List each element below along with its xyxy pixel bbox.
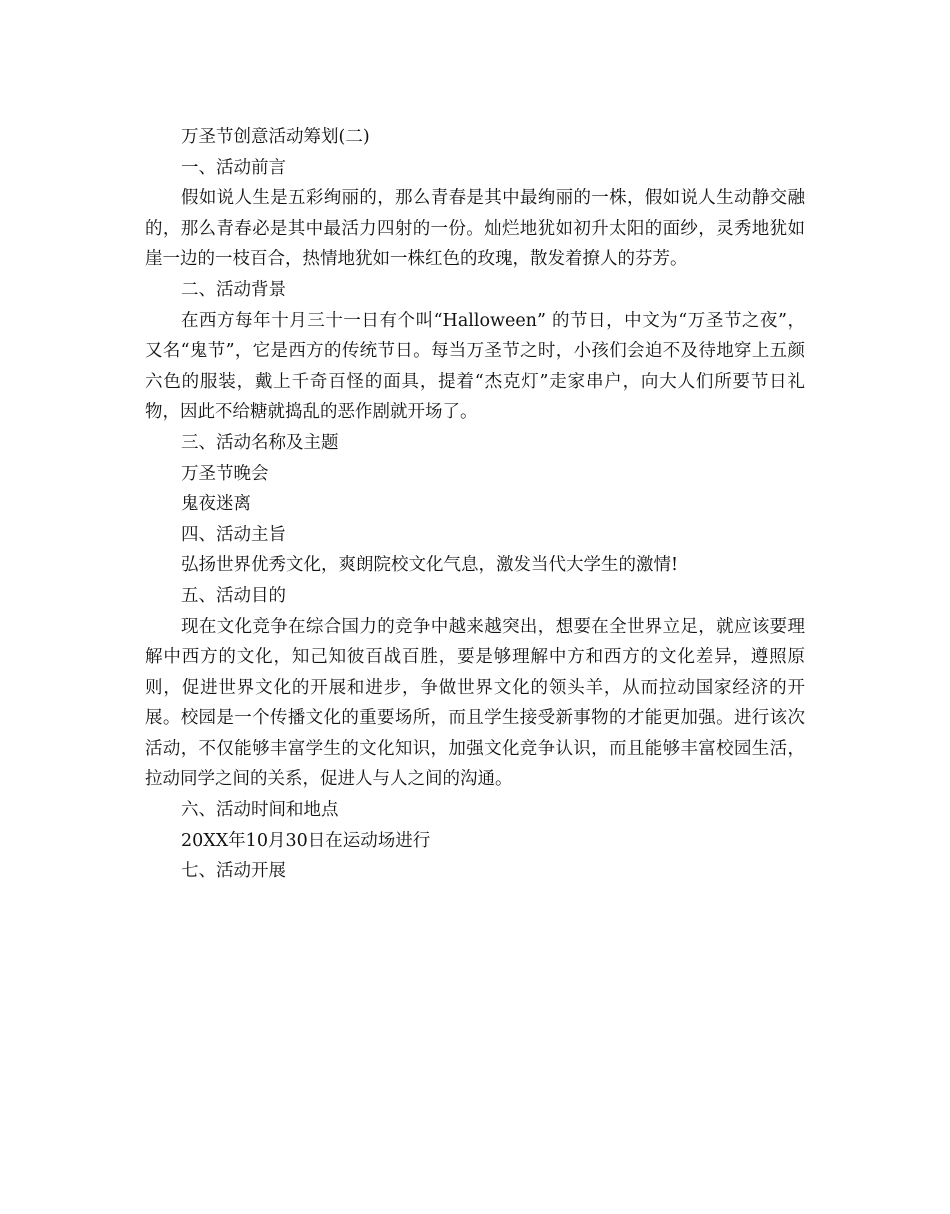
heading-purpose: 四、活动主旨 <box>181 524 286 545</box>
heading-background: 二、活动背景 <box>181 279 286 300</box>
heading-goals: 五、活动目的 <box>181 585 286 606</box>
paragraph-time-place: 20XX年10月30日在运动场进行 <box>181 830 431 851</box>
heading-time-place: 六、活动时间和地点 <box>181 800 339 821</box>
heading-activities: 七、活动开展 <box>181 861 286 882</box>
document-body <box>145 122 805 887</box>
heading-preface: 一、活动前言 <box>181 157 286 178</box>
paragraph-event-theme: 鬼夜迷离 <box>181 494 251 515</box>
paragraph-goals: 现在文化竞争在综合国力的竞争中越来越突出，想要在全世界立足，就应该要理解中西方的文化，知己知彼百战百胜，要是够理解中方和西方的文化差异，遵照原则，促进世界文化的开展和进步，争做世界文化的领头羊，从而拉动国家经济的开展。校园是一个传播文化的重要场所，而且学生接受新事物的才能更加强。进行该次活动，不仅能够丰富学生的文化知识，加强文化竞争认识，而且能够丰富校园生活，拉动同学之间的关系，促进人与人之间的沟通。 <box>145 616 805 790</box>
paragraph-purpose: 弘扬世界优秀文化，爽朗院校文化气息，激发当代大学生的激情! <box>181 555 679 576</box>
heading-name-theme: 三、活动名称及主题 <box>181 432 339 453</box>
paragraph-background: 在西方每年十月三十一日有个叫“Halloween” 的节日，中文为“万圣节之夜”，又名“鬼节”，它是西方的传统节日。每当万圣节之时，小孩们会迫不及待地穿上五颜六色的服装，戴上千奇百怪的面具，提着“杰克灯”走家串户，向大人们所要节日礼物，因此不给糖就捣乱的恶作剧就开场了。 <box>145 310 805 423</box>
paragraph-event-name: 万圣节晚会 <box>181 463 269 484</box>
document-title: 万圣节创意活动筹划(二) <box>181 127 370 147</box>
paragraph-preface: 假如说人生是五彩绚丽的，那么青春是其中最绚丽的一株，假如说人生动静交融的，那么青春必是其中最活力四射的一份。灿烂地犹如初升太阳的面纱，灵秀地犹如崖一边的一枝百合，热情地犹如一株红色的玫瑰，散发着撩人的芬芳。 <box>145 188 805 270</box>
